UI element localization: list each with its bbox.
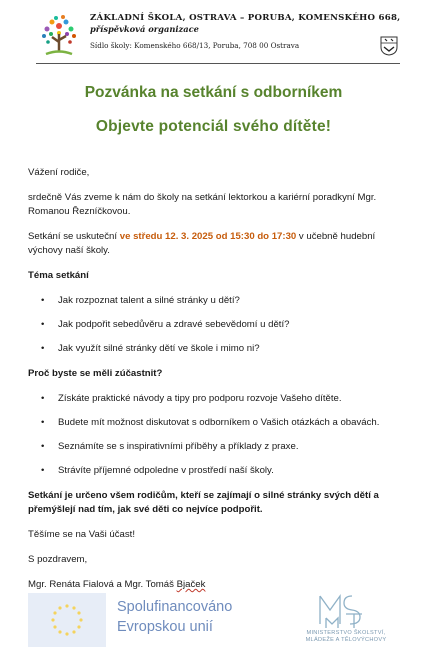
eu-stars-icon (28, 593, 106, 647)
why-list (28, 392, 400, 478)
greeting: Vážení rodiče, (28, 167, 90, 178)
meeting-datetime: ve středu 12. 3. 2025 od 15:30 do 17:30 (119, 231, 297, 242)
closing-statement: Setkání je určeno všem rodičům, kteří se zajímají o silné stránky svých dětí a přemýšlejí nad tím, jak své děti co nejvíce podpořit. (28, 490, 379, 515)
topics-heading: Téma setkání (28, 270, 89, 281)
list-item: • Získáte praktické návody a tipy pro podporu rozvoje Vašeho dítěte. (28, 392, 400, 406)
when-prefix: Setkání se uskuteční (28, 231, 120, 242)
letter-body (28, 166, 400, 592)
letterhead (36, 10, 400, 66)
eu-line-1: Spolufinancováno (117, 599, 233, 615)
ministry-label (290, 630, 402, 644)
list-item: • Budete mít možnost diskutovat s odborníkem o Vašich otázkách a obavách. (28, 416, 400, 430)
eu-flag (28, 593, 106, 647)
school-tree-logo (36, 12, 82, 60)
looking-forward: Těšíme se na Vaši účast! (28, 529, 135, 540)
list-item: • Strávíte příjemné odpoledne v prostředí naší školy. (28, 464, 400, 478)
intro-paragraph: srdečně Vás zveme k nám do školy na setkání lektorkou a kariérní poradkyní Mgr. Romanou Řezníčkovou. (28, 192, 377, 217)
city-crest-icon (380, 36, 398, 56)
organization-type: příspěvková organizace (90, 24, 199, 34)
topics-list (28, 294, 400, 356)
signature-last-word: Bjaček (176, 579, 206, 590)
school-name: ZÁKLADNÍ ŠKOLA, OSTRAVA – PORUBA, KOMENSKÉHO 668, (90, 13, 401, 23)
ministry-logo (312, 590, 372, 630)
ministry-line-1: MINISTERSTVO ŠKOLSTVÍ, (306, 630, 386, 636)
why-heading: Proč byste se měli zúčastnit? (28, 368, 163, 379)
list-item: • Jak využít silné stránky dětí ve škole i mimo ni? (28, 342, 400, 356)
signature-names: Mgr. Renáta Fialová a Mgr. Tomáš (28, 579, 177, 590)
regards: S pozdravem, (28, 554, 88, 565)
list-item: • Jak rozpoznat talent a silné stránky u dětí? (28, 294, 400, 308)
ministry-line-2: MLÁDEŽE A TĚLOVÝCHOVY (305, 637, 387, 643)
eu-cofinancing-label (117, 597, 232, 637)
when-suffix: v učebně hudební výchovy naší školy. (28, 231, 376, 256)
school-address: Sídlo školy: Komenského 668/13, Poruba, 708 00 Ostrava (90, 41, 300, 50)
invitation-title: Pozvánka na setkání s odborníkem (84, 84, 343, 101)
invitation-subtitle: Objevte potenciál svého dítěte! (95, 118, 332, 135)
list-item: • Seznámíte se s inspirativními příběhy a příklady z praxe. (28, 440, 400, 454)
header-divider (36, 63, 400, 64)
list-item: • Jak podpořit sebedůvěru a zdravé sebevědomí u dětí? (28, 318, 400, 332)
eu-line-2: Evropskou unií (117, 619, 213, 635)
meeting-time-paragraph (28, 230, 400, 258)
